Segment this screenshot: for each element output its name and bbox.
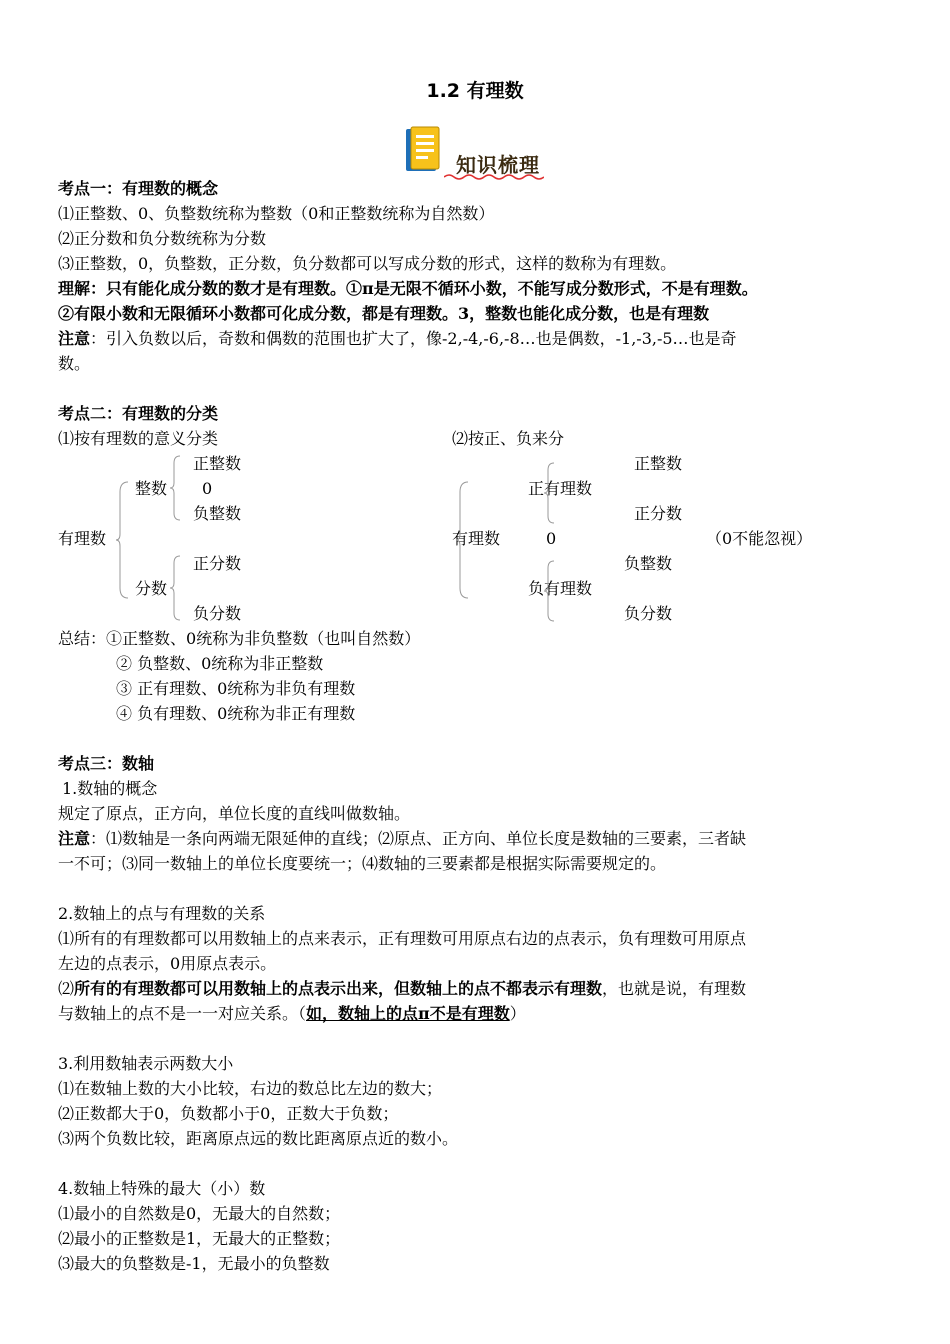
right-neg-rat: 负有理数 — [528, 579, 593, 598]
s3-p2-line2: 左边的点表示，0用原点表示。 — [58, 954, 277, 973]
summary-item: ② 负整数、0统称为非正整数 — [116, 654, 324, 673]
s3-sub1: 1.数轴的概念 — [62, 779, 158, 798]
note-text: ：引入负数以后，奇数和偶数的范围也扩大了，像-2,-4,-6,-8…也是偶数，-1,-3,-5…也是奇 — [90, 329, 737, 348]
right-zero-note: （0不能忽视） — [706, 529, 813, 548]
section2-heading: 考点二：有理数的分类 — [58, 404, 219, 423]
left-classification-caption: ⑴按有理数的意义分类 — [58, 429, 219, 448]
s3-note-line1 — [58, 828, 746, 850]
s3-sub3: 3.利用数轴表示两数大小 — [58, 1054, 234, 1073]
badge-label: 知识梳理 — [456, 153, 540, 177]
section1-heading: 考点一：有理数的概念 — [58, 179, 219, 198]
right-zero: 0 — [546, 529, 557, 548]
right-classification-caption: ⑵按正、负来分 — [452, 429, 565, 448]
summary-label: 总结： — [58, 629, 107, 648]
right-brace-pos — [544, 462, 556, 524]
s1-line2: ⑵正分数和负分数统称为分数 — [58, 229, 267, 248]
right-brace-root — [456, 480, 470, 600]
s3-sub2: 2.数轴上的点与有理数的关系 — [58, 904, 266, 923]
p2-example: 如，数轴上的点π不是有理数 — [306, 1004, 510, 1023]
s3-p2-line3 — [58, 978, 746, 1000]
s3-p3-item: ⑴在数轴上数的大小比较，右边的数总比左边的数大； — [58, 1079, 443, 1098]
right-pos-rat: 正有理数 — [528, 479, 593, 498]
p2-bold: 所有的有理数都可以用数轴上的点表示出来，但数轴上的点不都表示有理数 — [74, 979, 603, 998]
left-neg-frac: 负分数 — [193, 604, 242, 623]
s3-sub4: 4.数轴上特殊的最大（小）数 — [58, 1179, 266, 1198]
p2-suffix: ） — [509, 1004, 526, 1023]
s3-p4-item: ⑶最大的负整数是-1，无最小的负整数 — [58, 1254, 330, 1273]
p2-prefix: ⑵ — [58, 979, 75, 998]
left-brace-int — [170, 455, 182, 521]
s3-p3-item: ⑶两个负数比较，距离原点远的数比距离原点近的数小。 — [58, 1129, 459, 1148]
badge-wave-underline — [444, 173, 544, 181]
note-label: 注意 — [58, 829, 91, 848]
section3-heading: 考点三：数轴 — [58, 754, 155, 773]
s3-p2-line4 — [58, 1003, 526, 1025]
s3-p3-item: ⑵正数都大于0，负数都小于0，正数大于负数； — [58, 1104, 399, 1123]
s1-note-line2: 数。 — [58, 354, 91, 373]
left-zero: 0 — [202, 479, 213, 498]
left-int: 整数 — [135, 479, 168, 498]
knowledge-badge — [404, 125, 554, 181]
left-pos-frac: 正分数 — [193, 554, 242, 573]
right-brace-neg — [544, 560, 556, 622]
left-brace-frac — [170, 555, 182, 621]
s1-line3: ⑶正整数，0，负整数，正分数，负分数都可以写成分数的形式，这样的数称为有理数。 — [58, 254, 677, 273]
s1-understand-line2: ②有限小数和无限循环小数都可化成分数，都是有理数。3，整数也能化成分数，也是有理数 — [58, 304, 710, 323]
left-brace-root — [116, 480, 130, 600]
p2-prefix: 与数轴上的点不是一一对应关系。（ — [58, 1004, 307, 1023]
s3-def: 规定了原点，正方向，单位长度的直线叫做数轴。 — [58, 804, 411, 823]
summary-item: ③ 正有理数、0统称为非负有理数 — [116, 679, 356, 698]
summary-item: ④ 负有理数、0统称为非正有理数 — [116, 704, 356, 723]
right-neg-frac: 负分数 — [624, 604, 673, 623]
s1-note-line1 — [58, 328, 737, 350]
s1-line1: ⑴正整数、0、负整数统称为整数（0和正整数统称为自然数） — [58, 204, 495, 223]
p2-rest: ，也就是说，有理数 — [602, 979, 747, 998]
summary-item: ①正整数、0统称为非负整数（也叫自然数） — [106, 629, 421, 648]
notebook-icon — [404, 125, 444, 175]
left-frac: 分数 — [135, 579, 168, 598]
page-title: 1.2 有理数 — [426, 80, 524, 102]
right-pos-frac: 正分数 — [634, 504, 683, 523]
left-pos-int: 正整数 — [193, 454, 242, 473]
note-label: 注意 — [58, 329, 91, 348]
s3-p4-item: ⑵最小的正整数是1，无最大的正整数； — [58, 1229, 341, 1248]
summary-line1 — [58, 628, 420, 650]
s3-note-line2: 一不可；⑶同一数轴上的单位长度要统一；⑷数轴的三要素都是根据实际需要规定的。 — [58, 854, 667, 873]
s3-p4-item: ⑴最小的自然数是0，无最大的自然数； — [58, 1204, 341, 1223]
s1-understand-line1: 理解：只有能化成分数的数才是有理数。①π是无限不循环小数，不能写成分数形式，不是有理数。 — [58, 279, 758, 298]
s3-p2-line1: ⑴所有的有理数都可以用数轴上的点来表示，正有理数可用原点右边的点表示，负有理数可用原点 — [58, 929, 747, 948]
right-root: 有理数 — [452, 529, 501, 548]
left-root: 有理数 — [58, 529, 107, 548]
note-text: ：⑴数轴是一条向两端无限延伸的直线；⑵原点、正方向、单位长度是数轴的三要素，三者缺 — [90, 829, 747, 848]
right-pos-int: 正整数 — [634, 454, 683, 473]
left-neg-int: 负整数 — [193, 504, 242, 523]
right-neg-int: 负整数 — [624, 554, 673, 573]
